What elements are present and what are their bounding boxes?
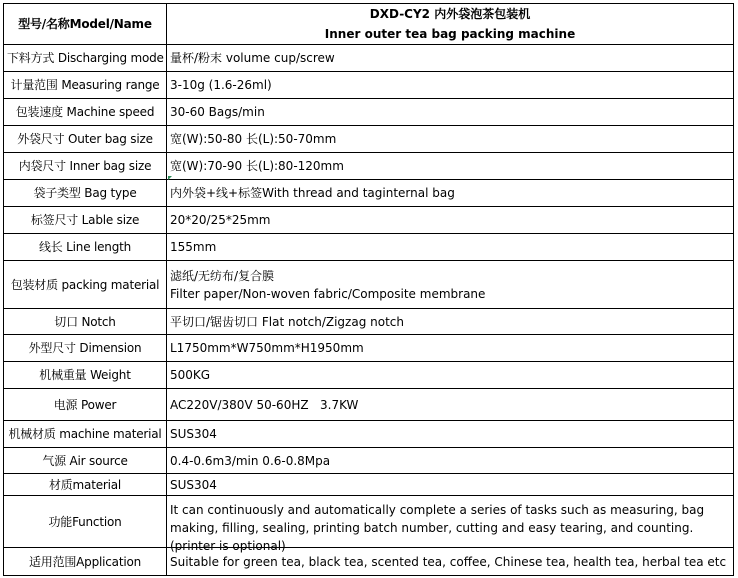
row-value [167, 496, 734, 553]
row-label: 电源 Power [4, 389, 167, 421]
table-row [4, 261, 734, 309]
table-row [4, 72, 734, 99]
row-value: 宽(W):50-80 长(L):50-70mm [167, 126, 734, 153]
row-value: AC220V/380V 50-60HZ 3.7KW [167, 389, 734, 421]
row-label: 外型尺寸 Dimension [4, 335, 167, 362]
row-value: 0.4-0.6m3/min 0.6-0.8Mpa [167, 448, 734, 474]
table-row [4, 309, 734, 335]
row-value [167, 261, 734, 309]
table-row [4, 421, 734, 448]
row-label: 计量范围 Measuring range [4, 72, 167, 99]
table-row [4, 99, 734, 126]
table-row [4, 362, 734, 389]
table-row [4, 548, 734, 576]
row-label: 外袋尺寸 Outer bag size [4, 126, 167, 153]
table-row [4, 207, 734, 234]
machine-subtitle: Inner outer tea bag packing machine [324, 27, 576, 41]
row-label: 机械重量 Weight [4, 362, 167, 389]
spec-table [3, 3, 734, 576]
table-row [4, 153, 734, 180]
table-row [4, 180, 734, 207]
row-value: 量杯/粉末 volume cup/screw [167, 45, 734, 72]
row-label: 适用范围Application [4, 548, 167, 576]
row-value: 内外袋+线+标签With thread and taginternal bag [167, 180, 734, 207]
table-row [4, 234, 734, 261]
row-label: 线长 Line length [4, 234, 167, 261]
function-text: It can continuously and automatically complete a series of tasks such as measuring, bag making, filling, sealing, printing batch number, cutting and easy tearing, and counting. (printer is optional) [170, 502, 705, 553]
row-label: 袋子类型 Bag type [4, 180, 167, 207]
row-value-line: 滤纸/无纺布/复合膜 [170, 268, 275, 283]
table-row [4, 448, 734, 474]
row-label: 机械材质 machine material [4, 421, 167, 448]
row-label: 包装速度 Machine speed [4, 99, 167, 126]
row-label: 气源 Air source [4, 448, 167, 474]
row-label: 功能Function [4, 496, 167, 548]
row-value: 155mm [167, 234, 734, 261]
header-title [167, 4, 734, 45]
row-value: 3-10g (1.6-26ml) [167, 72, 734, 99]
row-value: 宽(W):70-90 长(L):80-120mm [167, 153, 734, 180]
row-value: Suitable for green tea, black tea, scented tea, coffee, Chinese tea, health tea, herbal tea etc [167, 548, 734, 576]
table-row [4, 335, 734, 362]
header-row [4, 4, 734, 45]
table-row [4, 496, 734, 548]
row-value: 20*20/25*25mm [167, 207, 734, 234]
row-label: 标签尺寸 Lable size [4, 207, 167, 234]
table-row [4, 126, 734, 153]
row-value: 500KG [167, 362, 734, 389]
table-row [4, 389, 734, 421]
table-row [4, 474, 734, 496]
row-value: 30-60 Bags/min [167, 99, 734, 126]
row-value-line: Filter paper/Non-woven fabric/Composite membrane [170, 286, 486, 301]
row-value: L1750mm*W750mm*H1950mm [167, 335, 734, 362]
model-name: DXD-CY2 内外袋泡茶包装机 [369, 7, 531, 21]
table-row [4, 45, 734, 72]
row-label: 下料方式 Discharging mode [4, 45, 167, 72]
row-value: SUS304 [167, 421, 734, 448]
row-label: 包装材质 packing material [4, 261, 167, 309]
header-label: 型号/名称Model/Name [4, 4, 167, 45]
row-value: 平切口/锯齿切口 Flat notch/Zigzag notch [167, 309, 734, 335]
cell-marker-icon [168, 176, 172, 180]
row-label: 材质material [4, 474, 167, 496]
row-label: 内袋尺寸 Inner bag size [4, 153, 167, 180]
row-value: SUS304 [167, 474, 734, 496]
row-label: 切口 Notch [4, 309, 167, 335]
